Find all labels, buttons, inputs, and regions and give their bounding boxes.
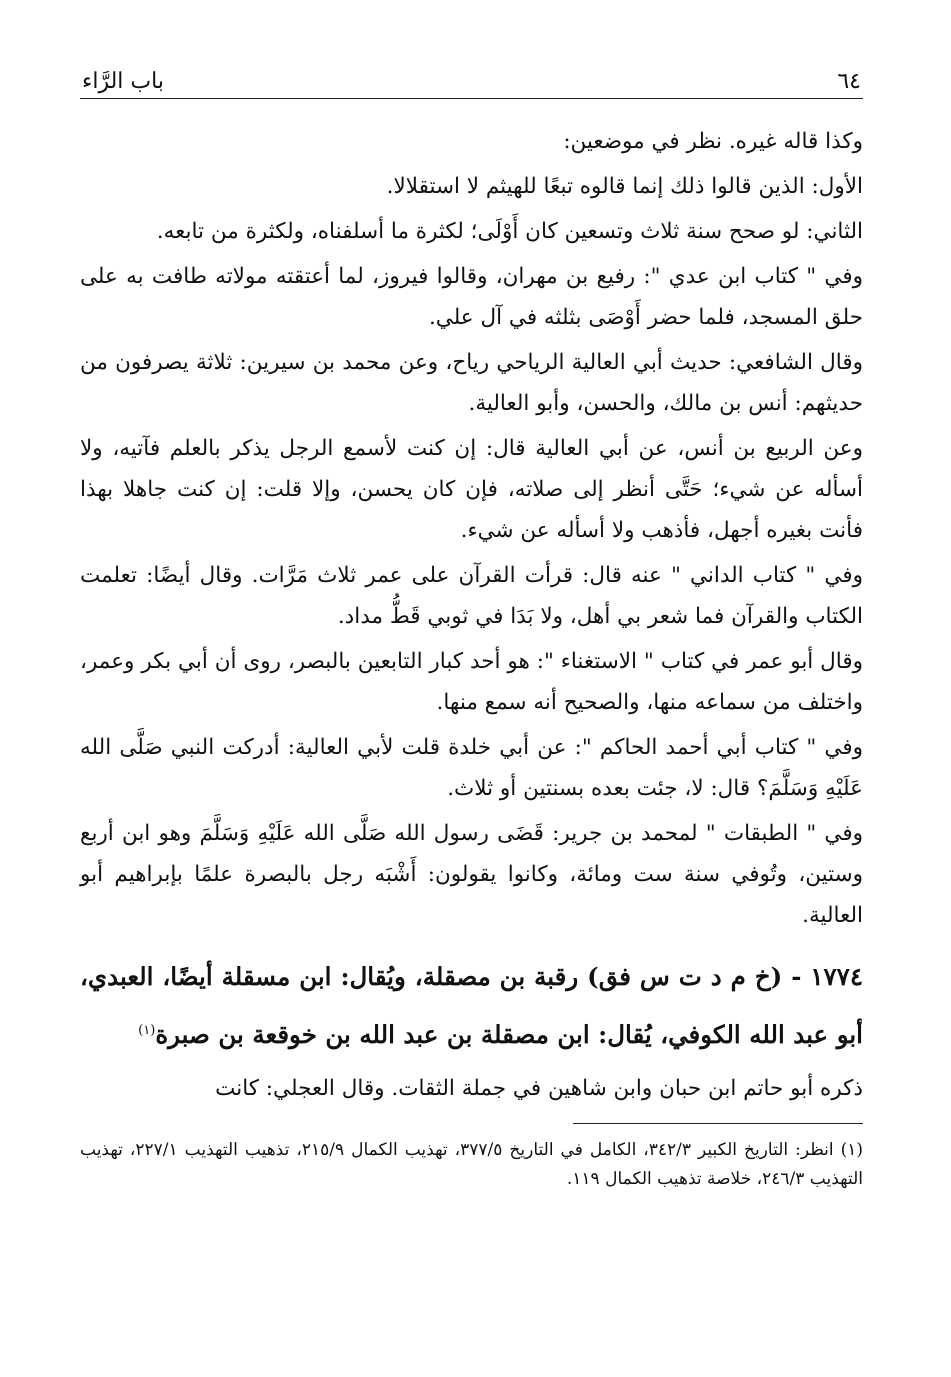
paragraph: وقال الشافعي: حديث أبي العالية الرياحي رياح، وعن محمد بن سيرين: ثلاثة يصرفون من حديثهم: أنس بن مالك، والحسن، وأبو العالية. <box>80 350 863 416</box>
paragraph: وقال أبو عمر في كتاب " الاستغناء ": هو أحد كبار التابعين بالبصر، روى أن أبي بكر وعمر، واختلف من سماعه منها، والصحيح أنه سمع منها. <box>80 649 863 715</box>
book-page <box>80 54 863 1377</box>
paragraph: وكذا قاله غيره. نظر في موضعين: <box>563 129 863 154</box>
entry-heading-text: ١٧٧٤ - (خ م د ت س فق) رقبة بن مصقلة، ويُقال: ابن مسقلة أيضًا، العبدي، أبو عبد الله الكوفي، يُقال: ابن مصقلة بن عبد الله بن خوقعة بن صبرة <box>80 962 863 1050</box>
footnotes <box>80 1136 863 1194</box>
paragraph: وفي " كتاب ابن عدي ": رفيع بن مهران، وقالوا فيروز، لما أعتقته مولاته طافت به على حلق المسجد، فلما حضر أَوْصَى بثلثه في آل علي. <box>80 264 863 330</box>
paragraph: الثاني: لو صحح سنة ثلاث وتسعين كان أَوْلَى؛ لكثرة ما أسلفناه، ولكثرة من تابعه. <box>156 219 863 244</box>
main-text <box>80 121 863 1109</box>
running-header <box>80 54 863 99</box>
footnote: (١) انظر: التاريخ الكبير ٣٤٢/٣، الكامل في التاريخ ٣٧٧/٥، تهذيب الكمال ٢١٥/٩، تذهيب التهذيب ٢٢٧/١، تهذيب التهذيب ٢٤٦/٣، خلاصة تذهيب الكمال ١١٩. <box>80 1140 864 1190</box>
paragraph: وفي " الطبقات " لمحمد بن جرير: قَضَى رسول الله صَلَّى الله عَلَيْهِ وَسَلَّمَ وهو ابن أربع وستين، وتُوفي سنة ست ومائة، وكانوا يقولون: أَشْبَه رجل بالبصرة علمًا بإبراهيم أبو العالية. <box>80 821 863 928</box>
paragraph: الأول: الذين قالوا ذلك إنما قالوه تبعًا للهيثم لا استقلالا. <box>386 174 863 199</box>
entry-heading <box>80 950 863 1062</box>
footnote-marker: (١) <box>138 1023 156 1038</box>
paragraph: وعن الربيع بن أنس، عن أبي العالية قال: إن كنت لأسمع الرجل يذكر بالعلم فآتيه، ولا أسأله عن شيء؛ حَتَّى أنظر إلى صلاته، فإن كان يحسن، وإلا قلت: إن كنت جاهلا بهذا فأنت بغيره أجهل، فأذهب ولا أسأله عن شيء. <box>80 436 863 543</box>
page-number: ٦٤ <box>837 69 861 94</box>
paragraph: ذكره أبو حاتم ابن حبان وابن شاهين في جملة الثقات. وقال العجلي: كانت <box>215 1076 863 1102</box>
paragraph: وفي " كتاب أبي أحمد الحاكم ": عن أبي خلدة قلت لأبي العالية: أدركت النبي صَلَّى الله عَلَيْهِ وَسَلَّمَ؟ قال: لا، جئت بعده بسنتين أو ثلاث. <box>80 735 863 801</box>
chapter-title: باب الرَّاء <box>82 69 164 94</box>
paragraph: وفي " كتاب الداني " عنه قال: قرأت القرآن على عمر ثلاث مَرَّات. وقال أيضًا: تعلمت الكتاب والقرآن فما شعر بي أهل، ولا بَدَا في ثوبي قَطُّ مداد. <box>80 563 863 629</box>
footnote-divider <box>573 1123 863 1124</box>
